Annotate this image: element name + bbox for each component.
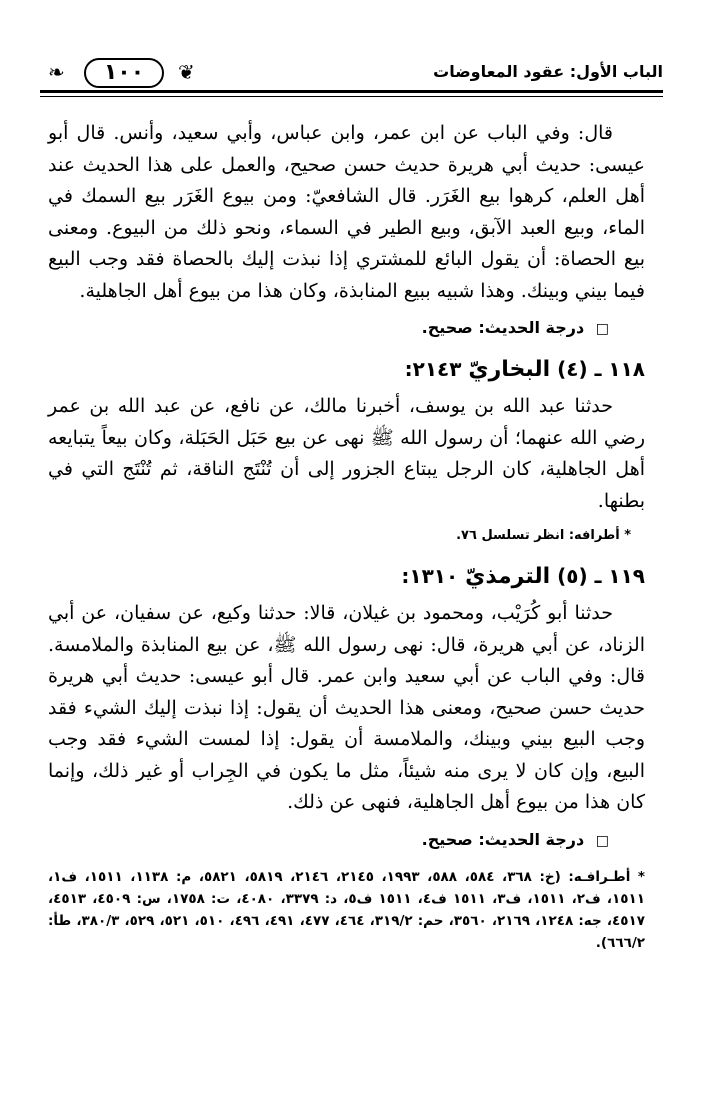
- page-header: [40, 56, 663, 96]
- page-body: [48, 118, 645, 954]
- grade-label: درجة الحديث:: [478, 829, 585, 849]
- page-number: ١٠٠: [84, 58, 164, 88]
- hadith-commentary-paragraph: [48, 118, 645, 307]
- grade-label: درجة الحديث:: [478, 318, 585, 337]
- hadith-heading-118: [48, 354, 645, 385]
- paragraph-text: حدثنا عبد الله بن يوسف، أخبرنا مالك، عن نافع، عن عبد الله بن عمر رضي الله عنهما؛ أن رسول الله ﷺ نهى عن بيع حَبَل الحَبَلة، وكان بيعاً يتبايعه أهل الجاهلية، كان الرجل يبتاع الجزور إلى أن تُنْتَج الناقة، ثم تُنْتَج التي في بطنها.: [48, 395, 645, 512]
- header-rule: [40, 90, 663, 93]
- square-bullet-icon: □: [595, 321, 609, 337]
- book-name: الترمذيّ: [465, 564, 551, 589]
- hadith-number: ١١٩ ـ (٥): [557, 564, 645, 588]
- floral-ornament-icon: ❧: [48, 60, 65, 84]
- hadith-number: ١١٨ ـ (٤): [557, 357, 645, 381]
- square-bullet-icon: □: [595, 832, 609, 849]
- hadith-ref: ٢١٤٣:: [404, 357, 462, 381]
- grade-value: صحيح.: [421, 829, 473, 849]
- floral-ornament-icon: ❦: [178, 60, 195, 84]
- hadith-atraf: * أطرافه: انظر تسلسل ٧٦.: [456, 528, 631, 543]
- book-name: البخاريّ: [468, 357, 551, 382]
- header-rule-thin: [40, 96, 663, 97]
- paragraph-text: حدثنا أبو كُرَيْب، ومحمود بن غيلان، قالا: حدثنا وكيع، عن سفيان، عن أبي الزناد، عن أبي هريرة، قال: نهى رسول الله ﷺ، عن بيع المنابذة والملامسة. قال: وفي الباب عن أبي سعيد وابن عمر. قال أبو عيسى: حديث أبي هريرة حديث حسن صحيح، ومعنى هذا الحديث أن يقول: إذا نبذت إليك الشيء فقد وجب البيع بيني وبينك، والملامسة أن يقول: إذا لمست الشيء فقد وجب البيع، وإن كان لا يرى منه شيئاً، مثل ما يكون في الجِراب أو غير ذلك، وإنما كان هذا من بيوع أهل الجاهلية، فنهى عن ذلك.: [48, 602, 645, 813]
- hadith-text-paragraph: [48, 598, 645, 819]
- paragraph-text: قال: وفي الباب عن ابن عمر، وابن عباس، وأبي سعيد، وأنس. قال أبو عيسى: حديث أبي هريرة حديث حسن صحيح، والعمل على هذا الحديث عند أهل العلم، كرهوا بيع الغَرَر. قال الشافعيّ: ومن بيوع الغَرَر بيع السمك في الماء، وبيع العبد الآبق، وبيع الطير في السماء، ونحو ذلك من البيوع. ومعنى بيع الحصاة: أن يقول البائع للمشتري إذا نبذت إليك بالحصاة فقد وجب البيع فيما بيني وبينك. وهذا شبيه ببيع المنابذة، وكان هذا من بيوع أهل الجاهلية.: [48, 122, 645, 302]
- grade-value: صحيح.: [421, 318, 473, 337]
- hadith-text-paragraph: [48, 391, 645, 517]
- hadith-heading-119: [48, 561, 645, 592]
- hadith-ref: ١٣١٠:: [401, 564, 459, 588]
- running-title: الباب الأول: عقود المعاوضات: [433, 62, 663, 81]
- hadith-grade: [48, 827, 609, 854]
- hadith-grade: [48, 315, 609, 342]
- hadith-atraf-list: * أطـرافـه: (خ: ٣٦٨، ٥٨٤، ٥٨٨، ١٩٩٣، ٢١٤٥، ٢١٤٦، ٥٨١٩، ٥٨٢١، م: ١١٣٨، ١٥١١، ف١، ١٥١١، ف٢، ١٥١١، ف٣، ١٥١١ ف٤، ١٥١١ ف٥، د: ٣٣٧٩، ٤٠٨٠، ت: ١٧٥٨، س: ٤٥٠٩، ٤٥١٣، ٤٥١٧، جه: ١٢٤٨، ٢١٦٩، ٣٥٦٠، حم: ٣١٩/٢، ٤٦٤، ٤٧٧، ٤٩١، ٤٩٦، ٥١٠، ٥٢١، ٥٢٩، ٣٨٠/٣، طأ: ٦٦٦/٢).: [48, 868, 645, 951]
- page-number-frame: [74, 58, 174, 88]
